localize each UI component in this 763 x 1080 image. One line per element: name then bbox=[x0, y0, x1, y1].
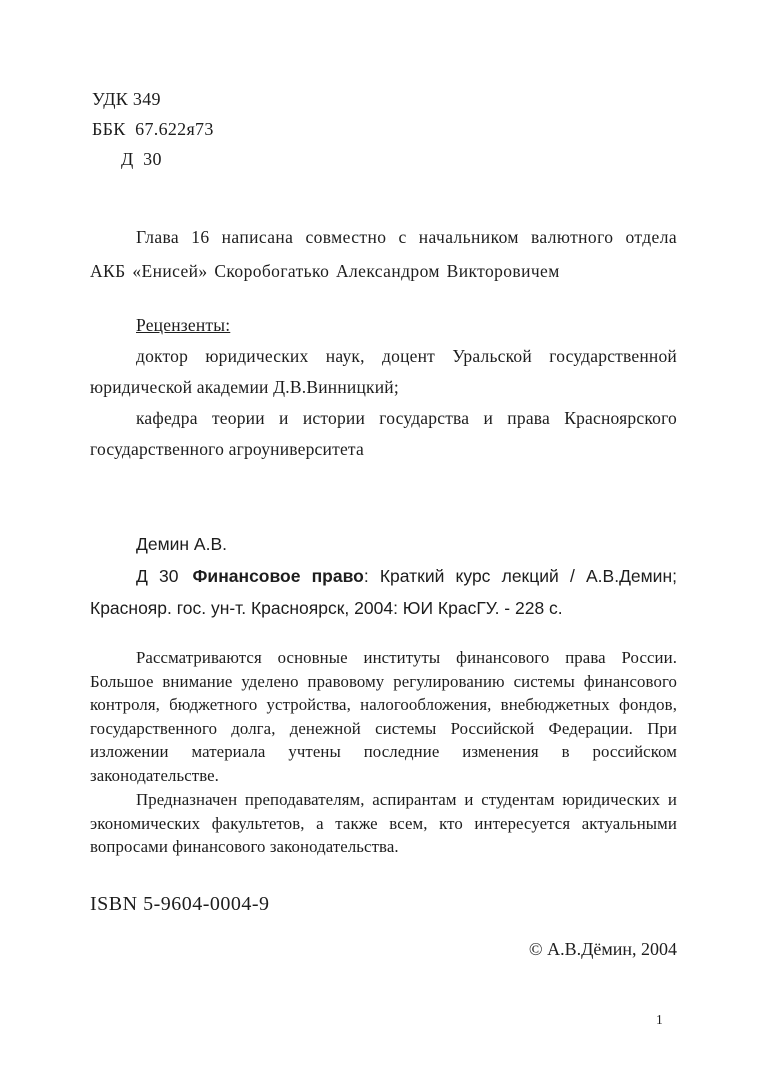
page-number: 1 bbox=[656, 1012, 663, 1027]
reviewer-second: кафедра теории и истории государства и права Красноярского государственного агроуниверситета bbox=[90, 408, 677, 459]
reviewer-first: доктор юридических наук, доцент Уральской государственной юридической академии Д.В.Винницкий; bbox=[90, 346, 677, 397]
author-sign-code: Д 30 bbox=[121, 149, 162, 169]
catalog-code: Д 30 bbox=[136, 566, 179, 586]
catalog-title: Финансовое право bbox=[192, 566, 364, 586]
catalog-author: Демин А.В. bbox=[136, 534, 227, 554]
reviewers-section bbox=[90, 310, 677, 465]
reviewers-heading-text: Рецензенты: bbox=[136, 315, 231, 335]
bbk-code: ББК 67.622я73 bbox=[92, 119, 214, 139]
copyright-line: © А.В.Дёмин, 2004 bbox=[528, 939, 677, 959]
annotation-audience: Предназначен преподавателям, аспирантам и студентам юридических и экономических факультетов, а также всем, кто интересуется актуальными вопросами финансового законодательства. bbox=[90, 790, 677, 856]
cataloguing-codes bbox=[92, 84, 214, 174]
udk-code: УДК 349 bbox=[92, 89, 161, 109]
catalog-card bbox=[90, 528, 677, 624]
catalog-entry bbox=[90, 560, 677, 624]
chapter-coauthor-note: Глава 16 написана совместно с начальником валютного отдела АКБ «Енисей» Скоробогатько Александром Викторовичем bbox=[90, 227, 677, 281]
isbn-line: ISBN 5-9604-0004-9 bbox=[90, 893, 270, 915]
catalog-description: : Краткий курс лекций / А.В.Демин; Краснояр. гос. ун-т. Красноярск, 2004: ЮИ КрасГУ. - 228 с. bbox=[90, 566, 677, 618]
reviewers-heading bbox=[90, 310, 677, 341]
annotation-summary: Рассматриваются основные институты финансового права России. Большое внимание уделено правовому регулированию системы финансового контроля, бюджетного устройства, налогообложения, внебюджетных фондов, государственного долга, денежной системы Российской Федерации. При изложении материала учтены последние изменения в российском законодательстве. bbox=[90, 648, 677, 785]
